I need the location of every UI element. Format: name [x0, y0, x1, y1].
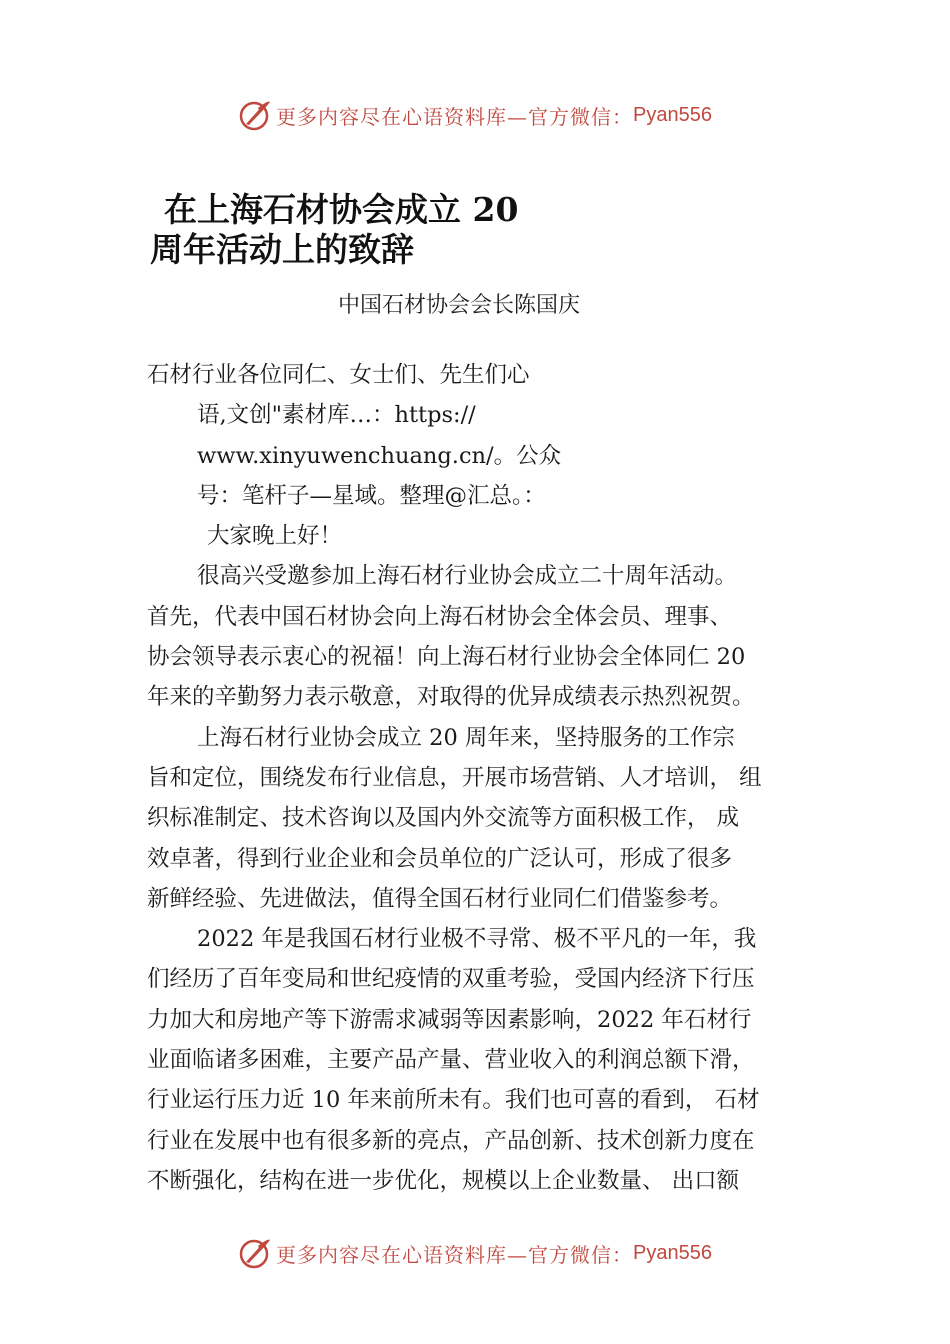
body-line: 石材行业各位同仁、女士们、先生们心 [147, 362, 530, 388]
body-line: 协会领导表示衷心的祝福！向上海石材行业协会全体同仁 20 [147, 644, 746, 671]
body-line: 旨和定位，围绕发布行业信息，开展市场营销、人才培训， 组 [147, 764, 762, 791]
document-title [150, 190, 518, 270]
title-line-2: 周年活动上的致辞 [150, 230, 414, 269]
title-line-1: 在上海石材协会成立 20 [164, 190, 519, 229]
body-line: 业面临诸多困难，主要产品产量、营业收入的利润总额下滑， [147, 1047, 755, 1074]
body-line: 不断强化，结构在进一步优化，规模以上企业数量、 出口额 [147, 1167, 740, 1194]
body-line: 上海石材行业协会成立 20 周年来，坚持服务的工作宗 [197, 724, 735, 751]
body-line: 新鲜经验、先进做法，值得全国石材行业同仁们借鉴参考。 [147, 885, 733, 912]
body-line: 力加大和房地产等下游需求减弱等因素影响，2022 年石材行 [147, 1006, 752, 1033]
quill-logo-icon [238, 1236, 272, 1270]
body-line: 大家晚上好！ [207, 523, 343, 550]
body-line: 行业在发展中也有很多新的亮点，产品创新、技术创新力度在 [147, 1127, 755, 1154]
body-line: 织标准制定、技术咨询以及国内外交流等方面积极工作， 成 [147, 805, 740, 832]
quill-logo-icon [238, 98, 272, 132]
body-line: www.xinyuwenchuang.cn/。公众 [197, 442, 562, 469]
body-line: 首先，代表中国石材协会向上海石材协会全体会员、理事、 [147, 603, 733, 630]
banner-wechat-id: Pyan556 [633, 103, 712, 126]
body-line: 行业运行压力近 10 年来前所未有。我们也可喜的看到， 石材 [147, 1087, 760, 1114]
footer-banner [0, 1233, 950, 1273]
body-line: 很高兴受邀参加上海石材行业协会成立二十周年活动。 [197, 563, 738, 590]
body-line: 2022 年是我国石材行业极不寻常、极不平凡的一年，我 [197, 926, 757, 953]
body-line: 们经历了百年变局和世纪疫情的双重考验，受国内经济下行压 [147, 966, 755, 993]
banner-text: 更多内容尽在心语资料库—官方微信： [276, 104, 634, 129]
banner-wechat-id: Pyan556 [633, 1241, 712, 1264]
body-line: 语,文创"素材库…：https:// [197, 402, 476, 429]
body-line: 号：笔杆子—星域。整理@汇总。： [197, 482, 546, 509]
body-line: 效卓著，得到行业企业和会员单位的广泛认可，形成了很多 [147, 845, 733, 872]
author-line: 中国石材协会会长陈国庆 [338, 293, 581, 318]
document-body [147, 355, 827, 1201]
banner-text: 更多内容尽在心语资料库—官方微信： [276, 1242, 634, 1267]
header-banner [0, 95, 950, 135]
body-line: 年来的辛勤努力表示敬意，对取得的优异成绩表示热烈祝贺。 [147, 684, 755, 711]
